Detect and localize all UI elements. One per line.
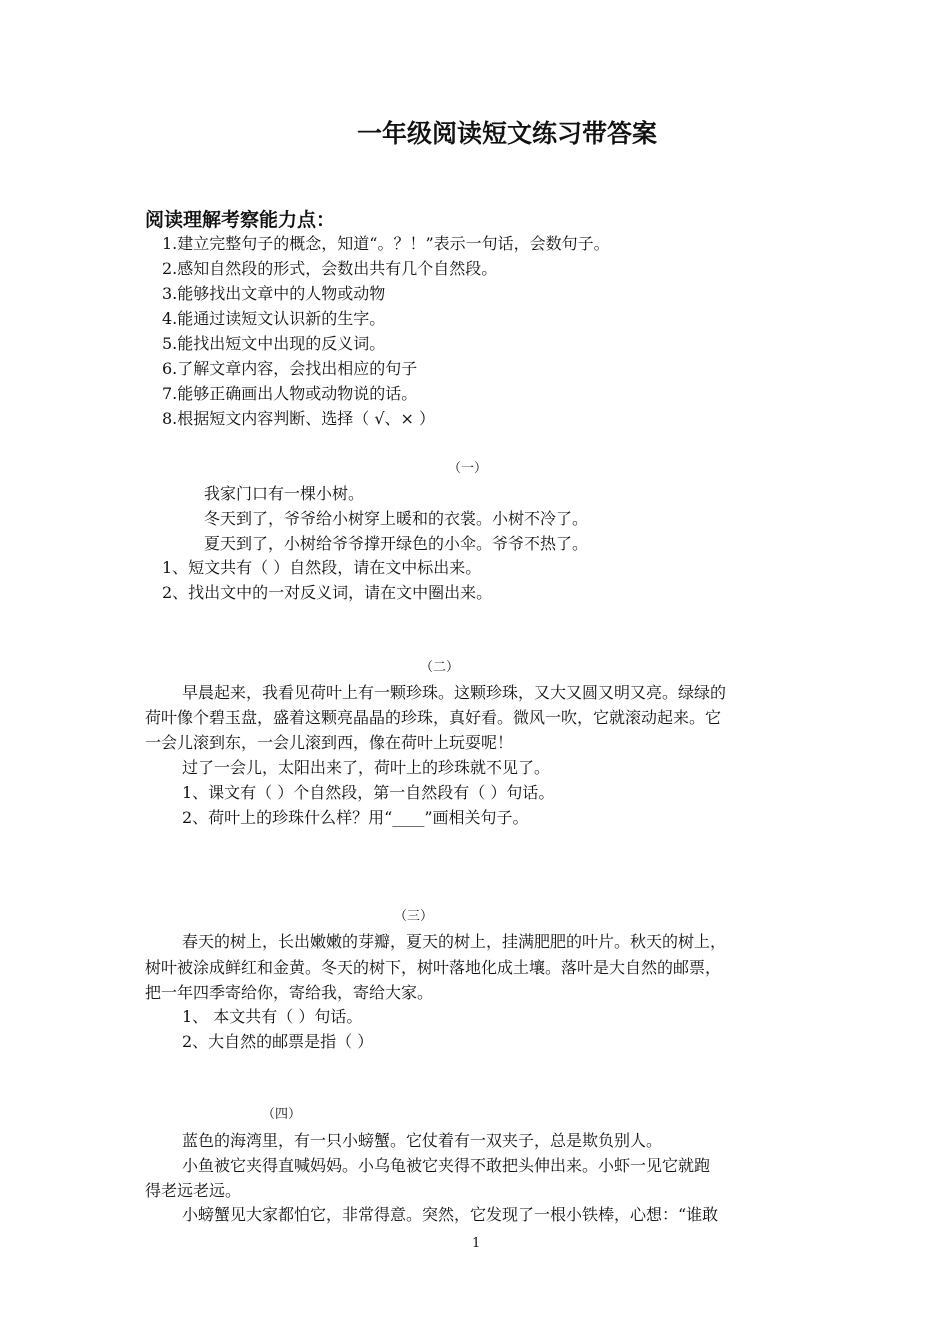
passage-label-3: （三） (394, 909, 434, 924)
passage-line: 蓝色的海湾里，有一只小螃蟹。它仗着有一双夹子，总是欺负别人。 (182, 1131, 663, 1150)
question-item: 2、大自然的邮票是指（ ） (182, 1032, 374, 1051)
question-item: 1、课文有（ ）个自然段，第一自然段有（ ）句话。 (182, 783, 555, 802)
passage-line: 荷叶像个碧玉盘，盛着这颗亮晶晶的珍珠，真好看。微风一吹，它就滚动起来。它 (145, 708, 722, 727)
point-item: 8.根据短文内容判断、选择（ √、× ） (162, 409, 436, 428)
question-item: 1、 本文共有（ ）句话。 (182, 1007, 363, 1026)
page-number: 1 (472, 1236, 481, 1251)
passage-line: 一会儿滚到东，一会儿滚到西，像在荷叶上玩耍呢！ (145, 733, 514, 752)
document-title: 一年级阅读短文练习带答案 (357, 119, 658, 148)
passage-label-1: （一） (448, 461, 488, 476)
passage-line: 我家门口有一棵小树。 (204, 484, 365, 503)
passage-line: 小鱼被它夹得直喊妈妈。小乌龟被它夹得不敢把头伸出来。小虾一见它就跑 (182, 1156, 711, 1175)
passage-line: 过了一会儿，太阳出来了，荷叶上的珍珠就不见了。 (182, 758, 551, 777)
passage-line: 早晨起来，我看见荷叶上有一颗珍珠。这颗珍珠，又大又圆又明又亮。绿绿的 (182, 683, 727, 702)
section-heading: 阅读理解考察能力点： (145, 209, 336, 231)
point-item: 6.了解文章内容，会找出相应的句子 (162, 359, 418, 378)
point-item: 3.能够找出文章中的人物或动物 (162, 284, 386, 303)
passage-line: 把一年四季寄给你，寄给我，寄给大家。 (145, 983, 434, 1002)
passage-line: 夏天到了，小树给爷爷撑开绿色的小伞。爷爷不热了。 (204, 534, 589, 553)
passage-line: 树叶被涂成鲜红和金黄。冬天的树下，树叶落地化成土壤。落叶是大自然的邮票， (145, 958, 722, 977)
point-item: 5.能找出短文中出现的反义词。 (162, 334, 386, 353)
passage-label-4: （四） (262, 1107, 302, 1122)
passage-line: 春天的树上，长出嫩嫩的芽瓣，夏天的树上，挂满肥肥的叶片。秋天的树上， (182, 932, 727, 951)
question-item: 2、荷叶上的珍珠什么样？用“____”画相关句子。 (182, 808, 529, 827)
passage-label-2: （二） (420, 660, 460, 675)
question-item: 2、找出文中的一对反义词，请在文中圈出来。 (162, 583, 493, 602)
passage-line: 冬天到了，爷爷给小树穿上暖和的衣裳。小树不冷了。 (204, 509, 589, 528)
passage-line: 小螃蟹见大家都怕它，非常得意。突然，它发现了一根小铁棒，心想：“谁敢 (182, 1205, 719, 1224)
point-item: 1.建立完整句子的概念，知道“。？！”表示一句话，会数句子。 (162, 234, 610, 253)
point-item: 4.能通过读短文认识新的生字。 (162, 309, 386, 328)
point-item: 7.能够正确画出人物或动物说的话。 (162, 384, 418, 403)
question-item: 1、短文共有（ ）自然段，请在文中标出来。 (162, 558, 482, 577)
point-item: 2.感知自然段的形式，会数出共有几个自然段。 (162, 259, 498, 278)
passage-line: 得老远老远。 (145, 1181, 242, 1200)
